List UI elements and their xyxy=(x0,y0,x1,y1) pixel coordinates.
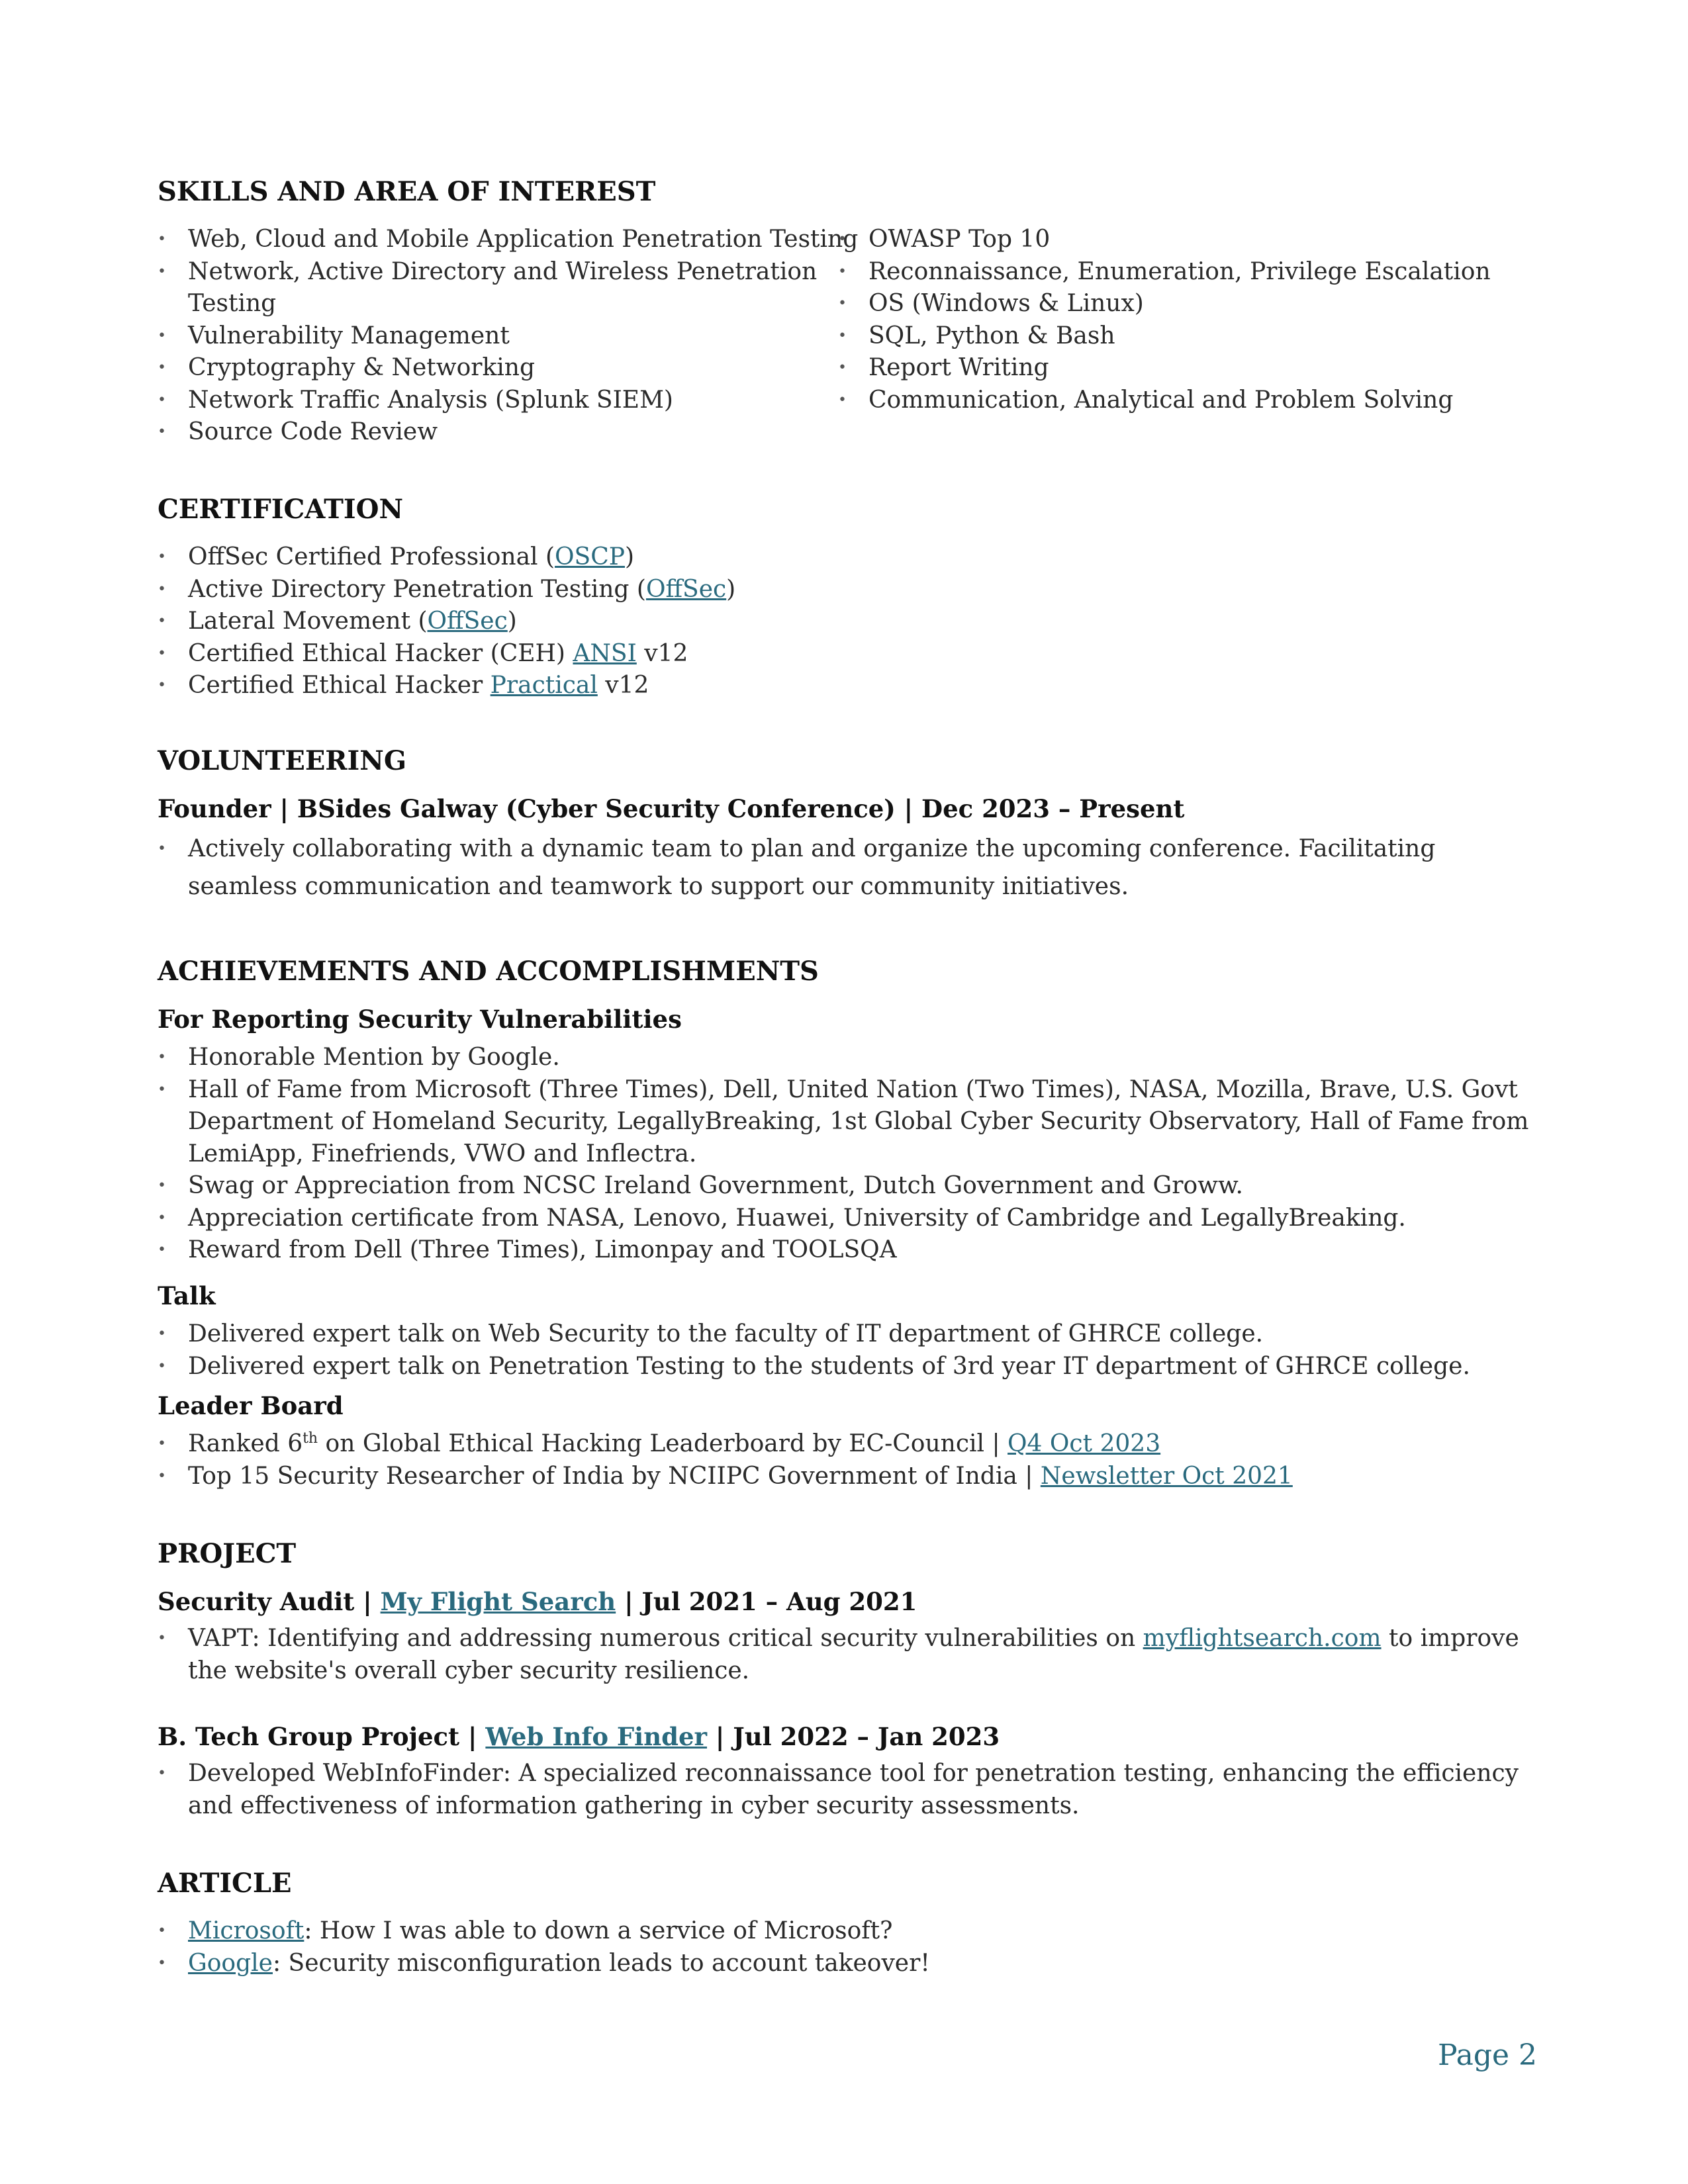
practical-link[interactable]: Practical xyxy=(490,672,598,699)
list-item: • OffSec Certified Professional (OSCP) xyxy=(158,541,735,574)
list-item: • Delivered expert talk on Web Security to the faculty of IT department of GHRCE college. xyxy=(158,1318,1470,1351)
web-info-finder-link[interactable]: Web Info Finder xyxy=(485,1722,708,1751)
skills-heading: SKILLS AND AREA OF INTEREST xyxy=(158,176,656,207)
list-item: • Vulnerability Management xyxy=(158,320,846,353)
volunteering-heading: VOLUNTEERING xyxy=(158,745,406,776)
myflightsearch-link[interactable]: myflightsearch.com xyxy=(1143,1625,1382,1652)
skills-right-list xyxy=(838,224,1533,416)
list-item: • SQL, Python & Bash xyxy=(838,320,1533,353)
certification-list xyxy=(158,541,735,702)
project-2-list xyxy=(158,1758,1534,1822)
leaderboard-list xyxy=(158,1428,1293,1492)
project-1-title: Security Audit | My Flight Search | Jul 2021 – Aug 2021 xyxy=(158,1587,917,1616)
talk-subheading: Talk xyxy=(158,1281,216,1310)
page-number: Page 2 xyxy=(1437,2038,1537,2072)
certification-heading: CERTIFICATION xyxy=(158,494,404,525)
project-1-list xyxy=(158,1623,1534,1687)
list-item: • Delivered expert talk on Penetration Testing to the students of 3rd year IT department of GHRCE college. xyxy=(158,1351,1470,1383)
list-item: • Developed WebInfoFinder: A specialized reconnaissance tool for penetration testing, enhancing the efficiency and effectiveness of information gathering in cyber security assessments. xyxy=(158,1758,1534,1822)
list-item: • Report Writing xyxy=(838,352,1533,385)
volunteering-role: Founder | BSides Galway (Cyber Security Conference) | Dec 2023 – Present xyxy=(158,794,1185,823)
newsletter-link[interactable]: Newsletter Oct 2021 xyxy=(1040,1462,1293,1490)
list-item: • Hall of Fame from Microsoft (Three Times), Dell, United Nation (Two Times), NASA, Mozilla, Brave, U.S. Govt Department of Homeland Security, LegallyBreaking, 1st Global Cyber Security Observatory, Hall of Fame from LemiApp, Finefriends, VWO and Inflectra. xyxy=(158,1074,1534,1171)
list-item: • Google: Security misconfiguration leads to account takeover! xyxy=(158,1948,930,1980)
article-heading: ARTICLE xyxy=(158,1868,292,1899)
volunteering-list xyxy=(158,830,1534,905)
list-item: • Honorable Mention by Google. xyxy=(158,1042,1534,1074)
project-2-title: B. Tech Group Project | Web Info Finder | Jul 2022 – Jan 2023 xyxy=(158,1722,1000,1751)
oscp-link[interactable]: OSCP xyxy=(555,543,625,570)
offsec-lateral-link[interactable]: OffSec xyxy=(427,608,508,635)
talk-list xyxy=(158,1318,1470,1383)
list-item: • Reconnaissance, Enumeration, Privilege Escalation xyxy=(838,256,1533,289)
list-item: • Lateral Movement (OffSec) xyxy=(158,606,735,638)
ansi-link[interactable]: ANSI xyxy=(573,639,637,667)
list-item: • OWASP Top 10 xyxy=(838,224,1533,256)
list-item: • Actively collaborating with a dynamic team to plan and organize the upcoming conference. Facilitating seamless communication and teamwork to support our community initiatives. xyxy=(158,830,1534,905)
list-item: • Top 15 Security Researcher of India by NCIIPC Government of India | Newsletter Oct 2021 xyxy=(158,1461,1293,1493)
vulnerabilities-list xyxy=(158,1042,1534,1267)
my-flight-search-link[interactable]: My Flight Search xyxy=(380,1587,616,1616)
list-item: • Active Directory Penetration Testing (OffSec) xyxy=(158,574,735,606)
list-item: • Certified Ethical Hacker (CEH) ANSI v12 xyxy=(158,638,735,670)
microsoft-article-link[interactable]: Microsoft xyxy=(188,1917,305,1944)
list-item: • OS (Windows & Linux) xyxy=(838,288,1533,320)
list-item: • Web, Cloud and Mobile Application Penetration Testing xyxy=(158,224,846,256)
project-heading: PROJECT xyxy=(158,1538,297,1569)
offsec-ad-link[interactable]: OffSec xyxy=(645,575,727,603)
q4-oct-2023-link[interactable]: Q4 Oct 2023 xyxy=(1008,1430,1161,1457)
article-list xyxy=(158,1915,930,1979)
list-item: • Network, Active Directory and Wireless Penetration Testing xyxy=(158,256,846,320)
skills-left-list xyxy=(158,224,859,449)
google-article-link[interactable]: Google xyxy=(188,1949,273,1977)
list-item: • VAPT: Identifying and addressing numerous critical security vulnerabilities on myflightsearch.com to improve the website's overall cyber security resilience. xyxy=(158,1623,1534,1687)
leaderboard-subheading: Leader Board xyxy=(158,1391,344,1420)
list-item: • Ranked 6th on Global Ethical Hacking Leaderboard by EC-Council | Q4 Oct 2023 xyxy=(158,1428,1293,1461)
list-item: • Cryptography & Networking xyxy=(158,352,846,385)
vulnerabilities-subheading: For Reporting Security Vulnerabilities xyxy=(158,1005,682,1034)
achievements-heading: ACHIEVEMENTS AND ACCOMPLISHMENTS xyxy=(158,956,819,987)
list-item: • Source Code Review xyxy=(158,416,846,449)
list-item: • Communication, Analytical and Problem Solving xyxy=(838,385,1533,417)
list-item: • Appreciation certificate from NASA, Lenovo, Huawei, University of Cambridge and LegallyBreaking. xyxy=(158,1203,1534,1235)
list-item: • Network Traffic Analysis (Splunk SIEM) xyxy=(158,385,846,417)
list-item: • Reward from Dell (Three Times), Limonpay and TOOLSQA xyxy=(158,1234,1534,1267)
list-item: • Swag or Appreciation from NCSC Ireland Government, Dutch Government and Groww. xyxy=(158,1170,1534,1203)
list-item: • Microsoft: How I was able to down a service of Microsoft? xyxy=(158,1915,930,1948)
list-item: • Certified Ethical Hacker Practical v12 xyxy=(158,670,735,702)
